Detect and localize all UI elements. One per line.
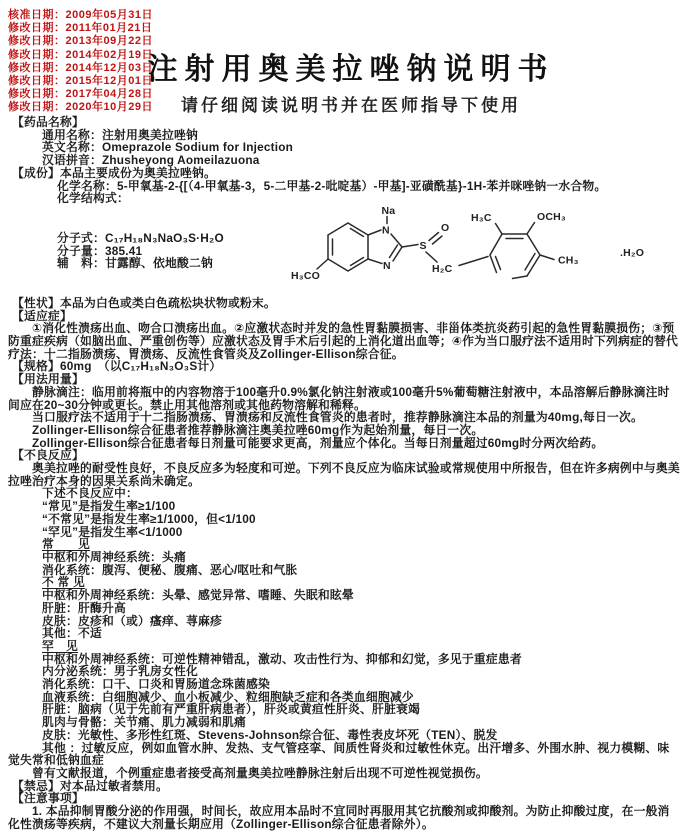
date-line: 修改日期：2013年09月22日 xyxy=(8,35,153,48)
leaflet-header xyxy=(8,0,680,116)
date-line: 修改日期：2017年04月28日 xyxy=(8,88,153,101)
doc-line: “罕见”是指发生率<1/1000 xyxy=(42,524,183,539)
date-line: 修改日期：2020年10月29日 xyxy=(8,101,153,114)
date-line: 修改日期：2014年02月19日 xyxy=(8,48,153,61)
doc-line: 其他：不适 xyxy=(42,626,102,641)
doc-line: 【不良反应】 xyxy=(12,448,84,463)
atom-label-h3c: H₃C xyxy=(471,211,492,224)
atom-label-och3: OCH₃ xyxy=(537,210,566,223)
doc-line: 曾有文献报道，个例重症患者接受高剂量奥美拉唑静脉注射后出现不可逆性视觉损伤。 xyxy=(32,765,488,780)
atom-label-s: S xyxy=(419,239,427,252)
doc-line: 肌肉与骨骼：关节痛、肌力减弱和肌痛 xyxy=(42,715,246,730)
doc-line: ①消化性溃疡出血、吻合口溃疡出血。②应激状态时并发的急性胃黏膜损害、非甾体类抗炎药引起的急性胃黏膜损伤；③预防重症疾病（如脑出血、严重创伤等）应激状态及胃手术后引起的上消化道出血等；④作为当口服疗法不适用时下列病症的替代疗法：十二指肠溃疡、胃溃疡、反流性食管炎及Zollinger-Ellison综合征。 xyxy=(8,321,679,361)
doc-line: 【成份】本品主要成份为奥美拉唑钠。 xyxy=(12,165,216,180)
section-part1 xyxy=(8,116,680,205)
doc-line: 辅 料：甘露醇、依地酸二钠 xyxy=(57,256,213,271)
doc-line: 其他 ：过敏反应，例如血管水肿、发热、支气管痉挛、间质性肾炎和过敏性休克。出汗增多、外围水肿、视力模糊、味觉失常和低钠血症 xyxy=(8,740,670,768)
doc-line: 罕 见 xyxy=(42,638,78,653)
page-title: 注射用奥美拉唑钠说明书 xyxy=(147,53,555,86)
doc-line: 【药品名称】 xyxy=(12,115,84,129)
doc-line: 【注意事项】 xyxy=(12,791,84,806)
page-subtitle: 请仔细阅读说明书并在医师指导下使用 xyxy=(181,96,521,115)
doc-line: 中枢和外周神经系统：头晕、感觉异常、嗜睡、失眠和眩晕 xyxy=(42,588,354,603)
atom-label-n1: N xyxy=(382,224,390,237)
doc-line: 【用法用量】 xyxy=(12,372,84,387)
doc-line: 奥美拉唑的耐受性良好，不良反应多为轻度和可逆。下列不良反应为临床试验或常规使用中所报告，但在许多病例中与奥美拉唑治疗本身的因果关系尚未确定。 xyxy=(8,461,680,488)
doc-line: 化学结构式： xyxy=(57,191,129,206)
date-line: 修改日期：2015年12月01日 xyxy=(8,75,153,88)
atom-label-ch3: CH₃ xyxy=(558,254,579,267)
doc-line: 皮肤：光敏性、多形性红斑、Stevens-Johnson综合征、毒性表皮坏死（TEN）、脱发 xyxy=(42,727,498,742)
doc-line: 肝脏：脑病（见于先前有严重肝病患者），肝炎或黄疸性肝炎、肝脏衰竭 xyxy=(42,702,421,717)
doc-line: 肝脏：肝酶升高 xyxy=(42,600,126,615)
doc-line: 内分泌系统：男子乳房女性化 xyxy=(42,664,198,679)
atom-label-h2o: .H₂O xyxy=(620,246,645,259)
doc-line: Zollinger-Ellison综合征患者每日剂量可能要求更高，剂量应个体化。当每日剂量超过60mg时分两次给药。 xyxy=(32,435,604,450)
doc-line: 皮肤：皮疹和（或）瘙痒、荨麻疹 xyxy=(42,613,222,628)
doc-line: 中枢和外周神经系统：头痛 xyxy=(42,549,186,564)
doc-line: 当口服疗法不适用于十二指肠溃疡、胃溃疡和反流性食管炎的患者时，推荐静脉滴注本品的剂量为40mg,每日一次。 xyxy=(32,410,643,425)
date-line: 核准日期：2009年05月31日 xyxy=(8,9,153,21)
doc-line: 常 见 xyxy=(42,537,90,552)
doc-line: 分子量：385.41 xyxy=(57,243,143,258)
doc-line: 【禁忌】对本品过敏者禁用。 xyxy=(12,778,168,793)
doc-line: 汉语拼音：Zhusheyong Aomeilazuona xyxy=(42,153,260,168)
doc-line: “常见”是指发生率≥1/100 xyxy=(42,499,176,514)
doc-line: 通用名称：注射用奥美拉唑钠 xyxy=(42,127,198,142)
doc-line: 血液系统：白细胞减少、血小板减少、粒细胞缺乏症和各类血细胞减少 xyxy=(42,689,414,704)
doc-line: 【适应症】 xyxy=(12,308,72,323)
date-line: 修改日期：2011年01月21日 xyxy=(8,22,153,35)
doc-line: 不 常 见 xyxy=(42,575,85,590)
doc-line: 英文名称：Omeprazole Sodium for Injection xyxy=(42,140,294,155)
doc-line: 消化系统：口干、口炎和胃肠道念珠菌感染 xyxy=(42,677,270,692)
doc-line: 1. 本品抑制胃酸分泌的作用强，时间长，故应用本品时不宜同时再服用其它抗酸剂或抑酸剂。为防止抑酸过度，在一般消化性溃疡等疾病，不建议大剂量长期应用（Zollinger-Ellison综合征患者除外）。 xyxy=(8,804,670,831)
section-part2 xyxy=(8,297,680,831)
doc-line: 【规格】60mg （以C₁₇H₁₈N₃O₃S计） xyxy=(12,359,222,374)
leaflet-body xyxy=(8,116,680,830)
title-block xyxy=(8,44,680,116)
structure-row xyxy=(8,205,680,297)
atom-label-h3co: H₃CO xyxy=(291,269,320,282)
doc-line: 消化系统：腹泻、便秘、腹痛、恶心/呕吐和气胀 xyxy=(42,562,298,577)
doc-line: 分子式：C₁₇H₁₈N₃NaO₃S·H₂O xyxy=(57,230,224,245)
atom-label-na: Na xyxy=(381,204,396,217)
doc-line: 静脉滴注：临用前将瓶中的内容物溶于100毫升0.9%氯化钠注射液或100毫升5%葡萄糖注射液中，本品溶解后静脉滴注时间应在20~30分钟或更长。禁止用其他溶剂或其他药物溶解和稀释。 xyxy=(8,384,670,412)
doc-line: 化学名称：5-甲氧基-2-{[（4-甲氧基-3，5-二甲基-2-吡啶基）-甲基]-亚磺酰基}-1H-苯并咪唑钠一水合物。 xyxy=(57,178,607,193)
doc-line: 下述不良反应中： xyxy=(42,486,138,501)
doc-line: 【性状】本品为白色或类白色疏松块状物或粉末。 xyxy=(12,295,276,310)
doc-line: Zollinger-Ellison综合征患者推荐静脉滴注奥美拉唑60mg作为起始剂量，每日一次。 xyxy=(32,422,484,437)
atom-label-n3: N xyxy=(383,259,391,272)
doc-line: “不常见”是指发生率≥1/1000，但<1/100 xyxy=(42,511,256,526)
atom-label-o: O xyxy=(441,221,450,234)
date-line: 修改日期：2014年12月03日 xyxy=(8,61,153,74)
atom-label-h2c: H₂C xyxy=(432,262,453,275)
doc-line: 中枢和外周神经系统：可逆性精神错乱，激动、攻击性行为、抑郁和幻觉，多见于重症患者 xyxy=(42,651,522,666)
chemical-structure xyxy=(290,203,680,297)
